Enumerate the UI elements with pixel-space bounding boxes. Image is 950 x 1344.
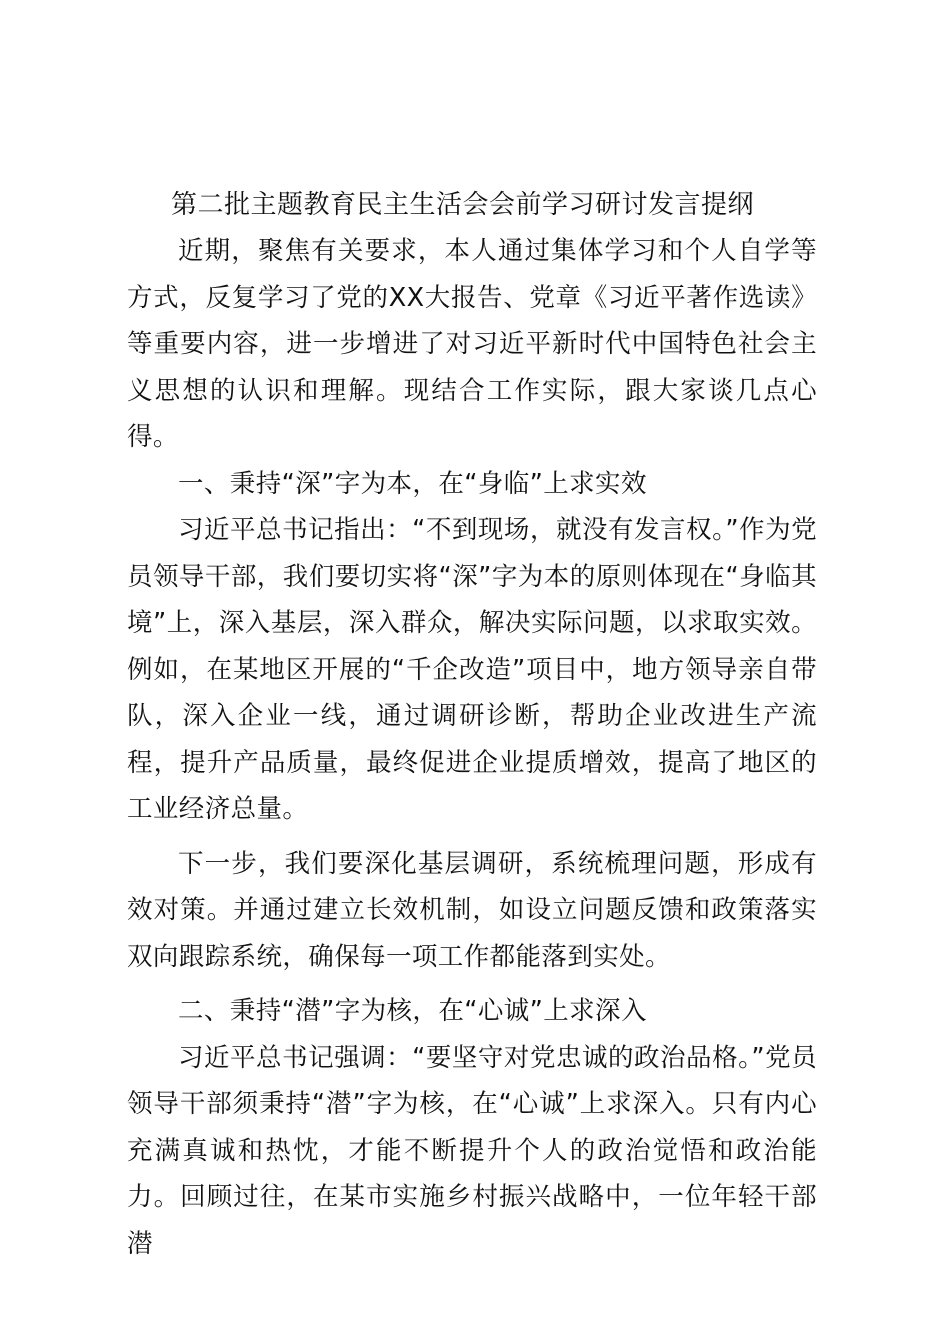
intro-paragraph: 近期，聚焦有关要求，本人通过集体学习和个人自学等方式，反复学习了党的XX大报告、党章《习近平著作选读》等重要内容，进一步增进了对习近平新时代中国特色社会主义思想的认识和理解。现结合工作实际，跟大家谈几点心得。 (127, 236, 817, 452)
section-1-heading: 一、秉持“深”字为本，在“身临”上求实效 (178, 468, 647, 499)
document-title: 第二批主题教育民主生活会会前学习研讨发言提纲 (171, 190, 755, 220)
section-1-paragraph-2: 下一步，我们要深化基层调研，系统梳理问题，形成有效对策。并通过建立长效机制，如设立问题反馈和政策落实双向跟踪系统，确保每一项工作都能落到实处。 (127, 848, 817, 972)
section-2-heading: 二、秉持“潜”字为核，在“心诚”上求深入 (178, 996, 647, 1026)
section-2-paragraph-1: 习近平总书记强调：“要坚守对党忠诚的政治品格。”党员领导干部须秉持“潜”字为核，在“心诚”上求深入。只有内心充满真诚和热忱，才能不断提升个人的政治觉悟和政治能力。回顾过往，在某市实施乡村振兴战略中，一位年轻干部潜 (127, 1042, 817, 1259)
section-1-paragraph-1: 习近平总书记指出：“不到现场，就没有发言权。”作为党员领导干部，我们要切实将“深”字为本的原则体现在“身临其境”上，深入基层，深入群众，解决实际问题，以求取实效。例如，在某地区开展的“千企改造”项目中，地方领导亲自带队，深入企业一线，通过调研诊断，帮助企业改进生产流程，提升产品质量，最终促进企业提质增效，提高了地区的工业经济总量。 (127, 515, 817, 824)
document-body (127, 182, 817, 1267)
